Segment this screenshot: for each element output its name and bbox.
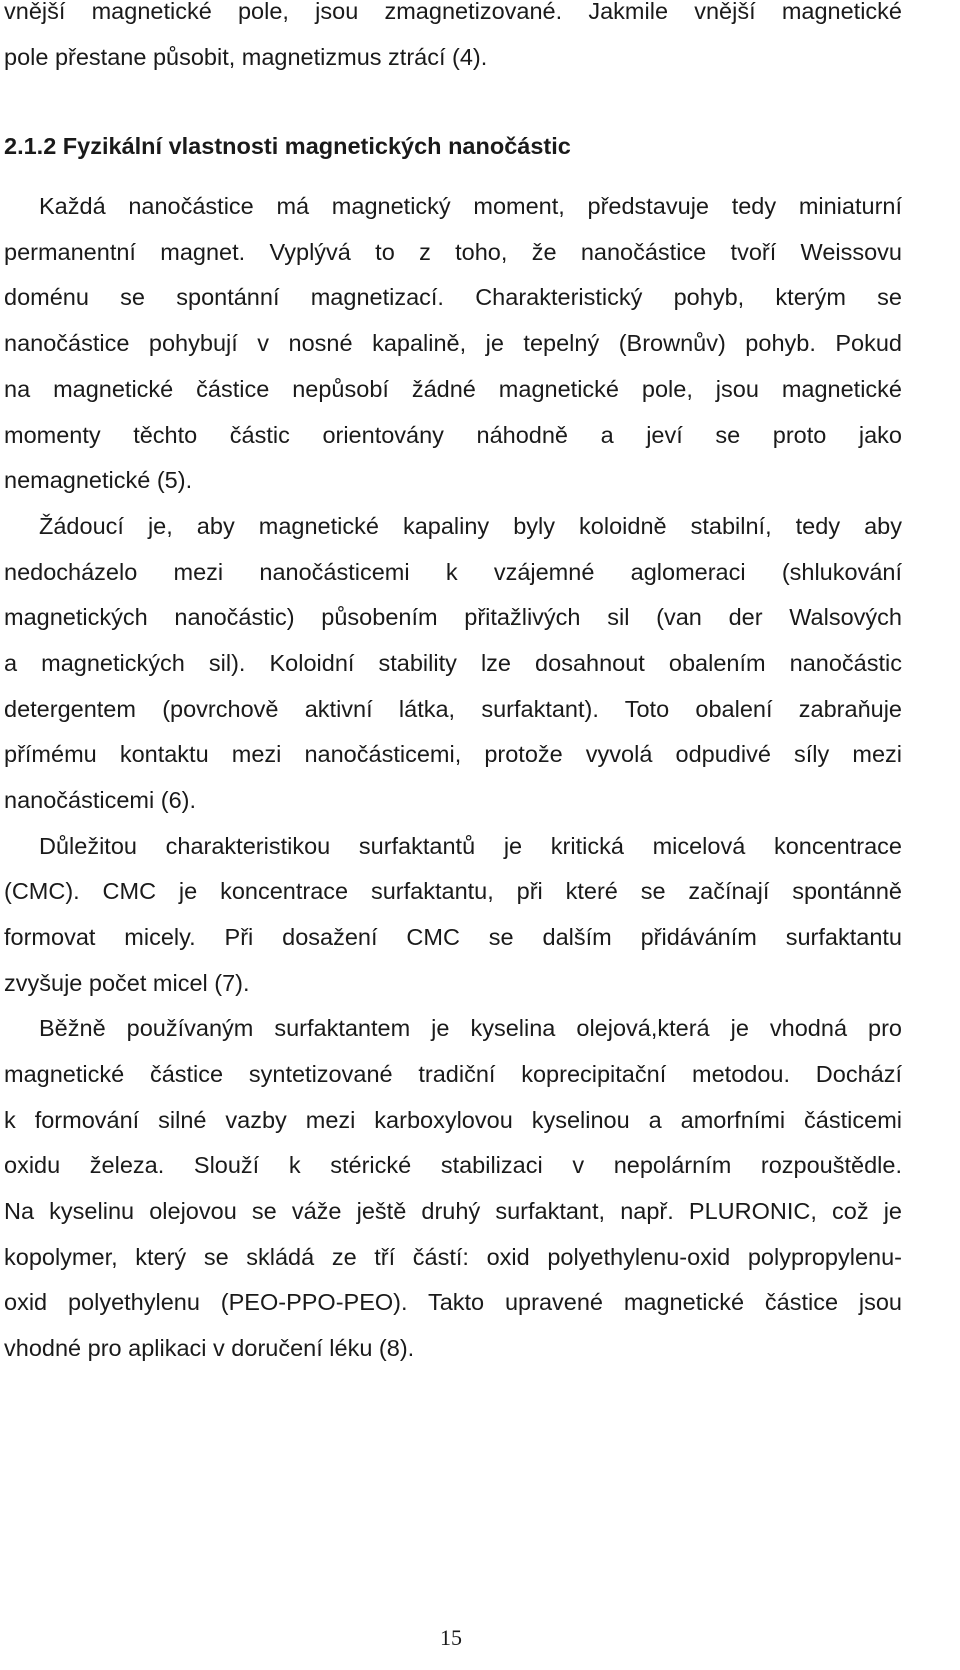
text-line: doménu se spontánní magnetizací. Charakteristický pohyb, kterým se — [4, 284, 902, 310]
text-line: oxidu železa. Slouží k stérické stabilizaci v nepolárním rozpouštědle. — [4, 1152, 902, 1178]
text-line: nanočástice pohybují v nosné kapalině, je tepelný (Brownův) pohyb. Pokud — [4, 330, 902, 356]
text-line: oxid polyethylenu (PEO-PPO-PEO). Takto upravené magnetické částice jsou — [4, 1289, 902, 1315]
page-number: 15 — [440, 1625, 462, 1650]
text-line: momenty těchto částic orientovány náhodně a jeví se proto jako — [4, 422, 902, 448]
section-heading: 2.1.2 Fyzikální vlastnosti magnetických nanočástic — [4, 133, 571, 159]
text-line: Žádoucí je, aby magnetické kapaliny byly koloidně stabilní, tedy aby — [39, 513, 902, 539]
text-line: Každá nanočástice má magnetický moment, představuje tedy miniaturní — [39, 193, 902, 219]
text-line: (CMC). CMC je koncentrace surfaktantu, při které se začínají spontánně — [4, 878, 902, 904]
text-line: permanentní magnet. Vyplývá to z toho, že nanočástice tvoří Weissovu — [4, 239, 902, 265]
text-line: nemagnetické (5). — [4, 467, 193, 493]
text-line: a magnetických sil). Koloidní stability lze dosahnout obalením nanočástic — [4, 650, 902, 676]
text-line: magnetické částice syntetizované tradiční koprecipitační metodou. Dochází — [4, 1061, 902, 1087]
text-line: formovat micely. Při dosažení CMC se dalším přidáváním surfaktantu — [4, 924, 902, 950]
text-line: vnější magnetické pole, jsou zmagnetizované. Jakmile vnější magnetické — [4, 0, 902, 24]
text-line: Běžně používaným surfaktantem je kyselina olejová,která je vhodná pro — [39, 1015, 902, 1041]
text-line: Na kyselinu olejovou se váže ještě druhý surfaktant, např. PLURONIC, což je — [4, 1198, 902, 1224]
text-line: Důležitou charakteristikou surfaktantů je kritická micelová koncentrace — [39, 833, 902, 859]
text-line: kopolymer, který se skládá ze tří částí: oxid polyethylenu-oxid polypropylenu- — [4, 1244, 902, 1270]
text-line: detergentem (povrchově aktivní látka, surfaktant). Toto obalení zabraňuje — [4, 696, 902, 722]
text-line: pole přestane působit, magnetizmus ztrácí (4). — [4, 44, 488, 70]
text-line: vhodné pro aplikaci v doručení léku (8). — [4, 1335, 415, 1361]
text-line: k formování silné vazby mezi karboxylovou kyselinou a amorfními částicemi — [4, 1107, 902, 1133]
text-line: přímému kontaktu mezi nanočásticemi, protože vyvolá odpudivé síly mezi — [4, 741, 902, 767]
text-line: magnetických nanočástic) působením přitažlivých sil (van der Walsových — [4, 604, 902, 630]
text-line: nedocházelo mezi nanočásticemi k vzájemné aglomeraci (shlukování — [4, 559, 902, 585]
text-line: nanočásticemi (6). — [4, 787, 196, 813]
text-line: na magnetické částice nepůsobí žádné magnetické pole, jsou magnetické — [4, 376, 902, 402]
text-line: zvyšuje počet micel (7). — [4, 970, 250, 996]
